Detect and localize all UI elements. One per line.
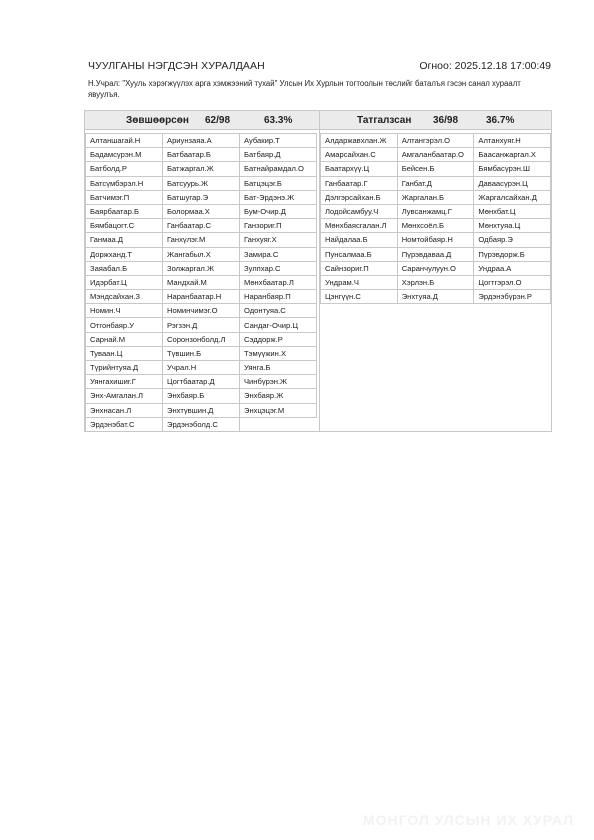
approve-table bbox=[85, 133, 317, 432]
table-row bbox=[86, 204, 317, 218]
member-name-cell: Бямбацогт.С bbox=[86, 219, 163, 233]
approve-count: 62/98 bbox=[205, 115, 231, 126]
reject-label: Татгалзсан bbox=[357, 115, 412, 126]
table-row bbox=[86, 247, 317, 261]
member-name-cell: Заяабал.Б bbox=[86, 261, 163, 275]
member-name-cell: Эрдэнэболд.С bbox=[163, 417, 240, 431]
member-name-cell: Энхтүвшин.Д bbox=[163, 403, 240, 417]
member-name-cell: Алдаржавхлан.Ж bbox=[321, 134, 398, 148]
member-name-cell: Болормаа.Х bbox=[163, 204, 240, 218]
approve-percent: 63.3% bbox=[264, 115, 293, 126]
member-name-cell: Номин.Ч bbox=[86, 304, 163, 318]
member-name-cell: Номинчимэг.О bbox=[163, 304, 240, 318]
member-name-cell: Уянгахишиг.Г bbox=[86, 375, 163, 389]
member-name-cell: Батбаяр.Д bbox=[240, 148, 317, 162]
member-name-cell: Бейсен.Б bbox=[397, 162, 474, 176]
table-row bbox=[321, 290, 551, 304]
member-name-cell: Бат-Эрдэнэ.Ж bbox=[240, 190, 317, 204]
member-name-cell: Баасанжаргал.Х bbox=[474, 148, 551, 162]
approve-label: Зөвшөөрсөн bbox=[126, 115, 189, 126]
member-name-cell: Батнайрамдал.О bbox=[240, 162, 317, 176]
reject-table bbox=[320, 133, 551, 304]
member-name-cell: Жаргалсайхан.Д bbox=[474, 190, 551, 204]
member-name-cell: Мөнхбаатар.Л bbox=[240, 275, 317, 289]
table-row bbox=[86, 219, 317, 233]
member-name-cell: Амарсайхан.С bbox=[321, 148, 398, 162]
member-name-cell: Ундраа.А bbox=[474, 261, 551, 275]
table-row bbox=[321, 247, 551, 261]
member-name-cell: Ганбаатар.С bbox=[163, 219, 240, 233]
watermark: МОНГОЛ УЛСЫН ИХ ХУРАЛ bbox=[362, 812, 574, 828]
table-row bbox=[321, 204, 551, 218]
table-row bbox=[86, 162, 317, 176]
table-row bbox=[321, 148, 551, 162]
member-name-cell: Ганзориг.П bbox=[240, 219, 317, 233]
member-name-cell: Батсуурь.Ж bbox=[163, 176, 240, 190]
member-name-cell: Доржханд.Т bbox=[86, 247, 163, 261]
member-name-cell: Энхцэцэг.М bbox=[240, 403, 317, 417]
member-name-cell: Амгаланбаатар.О bbox=[397, 148, 474, 162]
member-name-cell: Мөнхбат.Ц bbox=[474, 204, 551, 218]
table-row bbox=[86, 233, 317, 247]
member-name-cell bbox=[240, 417, 317, 431]
member-name-cell: Саранчулуун.О bbox=[397, 261, 474, 275]
member-name-cell: Эрдэнэбат.С bbox=[86, 417, 163, 431]
member-name-cell: Даваасүрэн.Ц bbox=[474, 176, 551, 190]
member-name-cell: Учрал.Н bbox=[163, 361, 240, 375]
table-row bbox=[86, 361, 317, 375]
table-row bbox=[86, 261, 317, 275]
session-title: ЧУУЛГАНЫ НЭГДСЭН ХУРАЛДААН bbox=[88, 60, 265, 72]
table-row bbox=[86, 389, 317, 403]
member-name-cell: Наранбаяр.П bbox=[240, 290, 317, 304]
table-row bbox=[86, 148, 317, 162]
member-name-cell: Батцэцэг.Б bbox=[240, 176, 317, 190]
member-name-cell: Бум-Очир.Д bbox=[240, 204, 317, 218]
vote-subject: Н.Учрал: "Хууль хэрэгжүүлэх арга хэмжээний тухай" Улсын Их Хурлын тогтоолын төслийг баталъя гэсэн санал хураалт явуулъя. bbox=[88, 79, 521, 99]
member-name-cell: Лувсанжамц.Г bbox=[397, 204, 474, 218]
member-name-cell: Золжаргал.Ж bbox=[163, 261, 240, 275]
table-row bbox=[86, 346, 317, 360]
member-name-cell: Ганхуяг.Х bbox=[240, 233, 317, 247]
reject-panel bbox=[319, 110, 552, 432]
member-name-cell: Мандхай.М bbox=[163, 275, 240, 289]
table-row bbox=[86, 403, 317, 417]
table-row bbox=[321, 261, 551, 275]
member-name-cell: Батчимэг.П bbox=[86, 190, 163, 204]
member-name-cell: Ганхүлэг.М bbox=[163, 233, 240, 247]
member-name-cell: Лодойсамбуу.Ч bbox=[321, 204, 398, 218]
member-name-cell: Цогтгэрэл.О bbox=[474, 275, 551, 289]
member-name-cell: Туваан.Ц bbox=[86, 346, 163, 360]
table-row bbox=[321, 275, 551, 289]
table-row bbox=[321, 233, 551, 247]
member-name-cell: Рэгзэн.Д bbox=[163, 318, 240, 332]
member-name-cell: Сандаг-Очир.Ц bbox=[240, 318, 317, 332]
member-name-cell: Номтойбаяр.Н bbox=[397, 233, 474, 247]
reject-summary bbox=[320, 111, 551, 130]
member-name-cell: Аубакир.Т bbox=[240, 134, 317, 148]
member-name-cell: Дэлгэрсайхан.Б bbox=[321, 190, 398, 204]
member-name-cell: Алтаншагай.Н bbox=[86, 134, 163, 148]
table-row bbox=[86, 375, 317, 389]
member-name-cell: Баярбаатар.Б bbox=[86, 204, 163, 218]
table-row bbox=[86, 417, 317, 431]
member-name-cell: Батшугар.Э bbox=[163, 190, 240, 204]
member-name-cell: Баатархүү.Ц bbox=[321, 162, 398, 176]
member-name-cell: Найдалаа.Б bbox=[321, 233, 398, 247]
table-row bbox=[86, 176, 317, 190]
member-name-cell: Чинбүрэн.Ж bbox=[240, 375, 317, 389]
table-row bbox=[321, 219, 551, 233]
member-name-cell: Мөнхбаясгалан.Л bbox=[321, 219, 398, 233]
member-name-cell: Идэрбат.Ц bbox=[86, 275, 163, 289]
member-name-cell: Ундрам.Ч bbox=[321, 275, 398, 289]
member-name-cell: Батбаатар.Б bbox=[163, 148, 240, 162]
member-name-cell: Соронзонболд.Л bbox=[163, 332, 240, 346]
member-name-cell: Мөнхтуяа.Ц bbox=[474, 219, 551, 233]
table-row bbox=[86, 275, 317, 289]
member-name-cell: Пүрэвдаваа.Д bbox=[397, 247, 474, 261]
member-name-cell: Цэнгүүн.С bbox=[321, 290, 398, 304]
member-name-cell: Батсүмбэрэл.Н bbox=[86, 176, 163, 190]
member-name-cell: Алтанхуяг.Н bbox=[474, 134, 551, 148]
table-row bbox=[321, 134, 551, 148]
member-name-cell: Мөнхсоёл.Б bbox=[397, 219, 474, 233]
member-name-cell: Жаргалан.Б bbox=[397, 190, 474, 204]
table-row bbox=[321, 176, 551, 190]
table-row bbox=[86, 304, 317, 318]
member-name-cell: Түрийнтуяа.Д bbox=[86, 361, 163, 375]
member-name-cell: Сарнай.М bbox=[86, 332, 163, 346]
member-name-cell: Алтангэрэл.О bbox=[397, 134, 474, 148]
member-name-cell: Батболд.Р bbox=[86, 162, 163, 176]
approve-summary bbox=[85, 111, 319, 130]
table-row bbox=[86, 318, 317, 332]
member-name-cell: Одонтуяа.С bbox=[240, 304, 317, 318]
reject-percent: 36.7% bbox=[486, 115, 515, 126]
vote-date: Огноо: 2025.12.18 17:00:49 bbox=[419, 60, 551, 72]
member-name-cell: Сайнзориг.П bbox=[321, 261, 398, 275]
member-name-cell: Энхбаяр.Ж bbox=[240, 389, 317, 403]
table-row bbox=[86, 290, 317, 304]
member-name-cell: Ганмаа.Д bbox=[86, 233, 163, 247]
approve-panel bbox=[84, 110, 320, 432]
member-name-cell: Одбаяр.Э bbox=[474, 233, 551, 247]
member-name-cell: Энх-Амгалан.Л bbox=[86, 389, 163, 403]
member-name-cell: Энхнасан.Л bbox=[86, 403, 163, 417]
member-name-cell: Тэмүүжин.Х bbox=[240, 346, 317, 360]
table-row bbox=[86, 332, 317, 346]
document-header bbox=[88, 60, 551, 74]
member-name-cell: Ариунзаяа.А bbox=[163, 134, 240, 148]
member-name-cell: Мэндсайхан.З bbox=[86, 290, 163, 304]
member-name-cell: Пунсалмаа.Б bbox=[321, 247, 398, 261]
member-name-cell: Жангабыл.Х bbox=[163, 247, 240, 261]
table-row bbox=[86, 134, 317, 148]
member-name-cell: Наранбаатар.Н bbox=[163, 290, 240, 304]
member-name-cell: Замира.С bbox=[240, 247, 317, 261]
member-name-cell: Хэрлэн.Б bbox=[397, 275, 474, 289]
member-name-cell: Пүрэвдорж.Б bbox=[474, 247, 551, 261]
table-row bbox=[86, 190, 317, 204]
member-name-cell: Бадамсүрэн.М bbox=[86, 148, 163, 162]
member-name-cell: Сэддорж.Р bbox=[240, 332, 317, 346]
member-name-cell: Бямбасүрэн.Ш bbox=[474, 162, 551, 176]
member-name-cell: Уянга.Б bbox=[240, 361, 317, 375]
reject-count: 36/98 bbox=[433, 115, 459, 126]
member-name-cell: Ганбат.Д bbox=[397, 176, 474, 190]
member-name-cell: Энхтуяа.Д bbox=[397, 290, 474, 304]
member-name-cell: Зулпхар.С bbox=[240, 261, 317, 275]
member-name-cell: Энхбаяр.Б bbox=[163, 389, 240, 403]
member-name-cell: Цогтбаатар.Д bbox=[163, 375, 240, 389]
member-name-cell: Эрдэнэбүрэн.Р bbox=[474, 290, 551, 304]
table-row bbox=[321, 162, 551, 176]
member-name-cell: Батжаргал.Ж bbox=[163, 162, 240, 176]
member-name-cell: Отгонбаяр.У bbox=[86, 318, 163, 332]
table-row bbox=[321, 190, 551, 204]
member-name-cell: Ганбаатар.Г bbox=[321, 176, 398, 190]
member-name-cell: Түвшин.Б bbox=[163, 346, 240, 360]
